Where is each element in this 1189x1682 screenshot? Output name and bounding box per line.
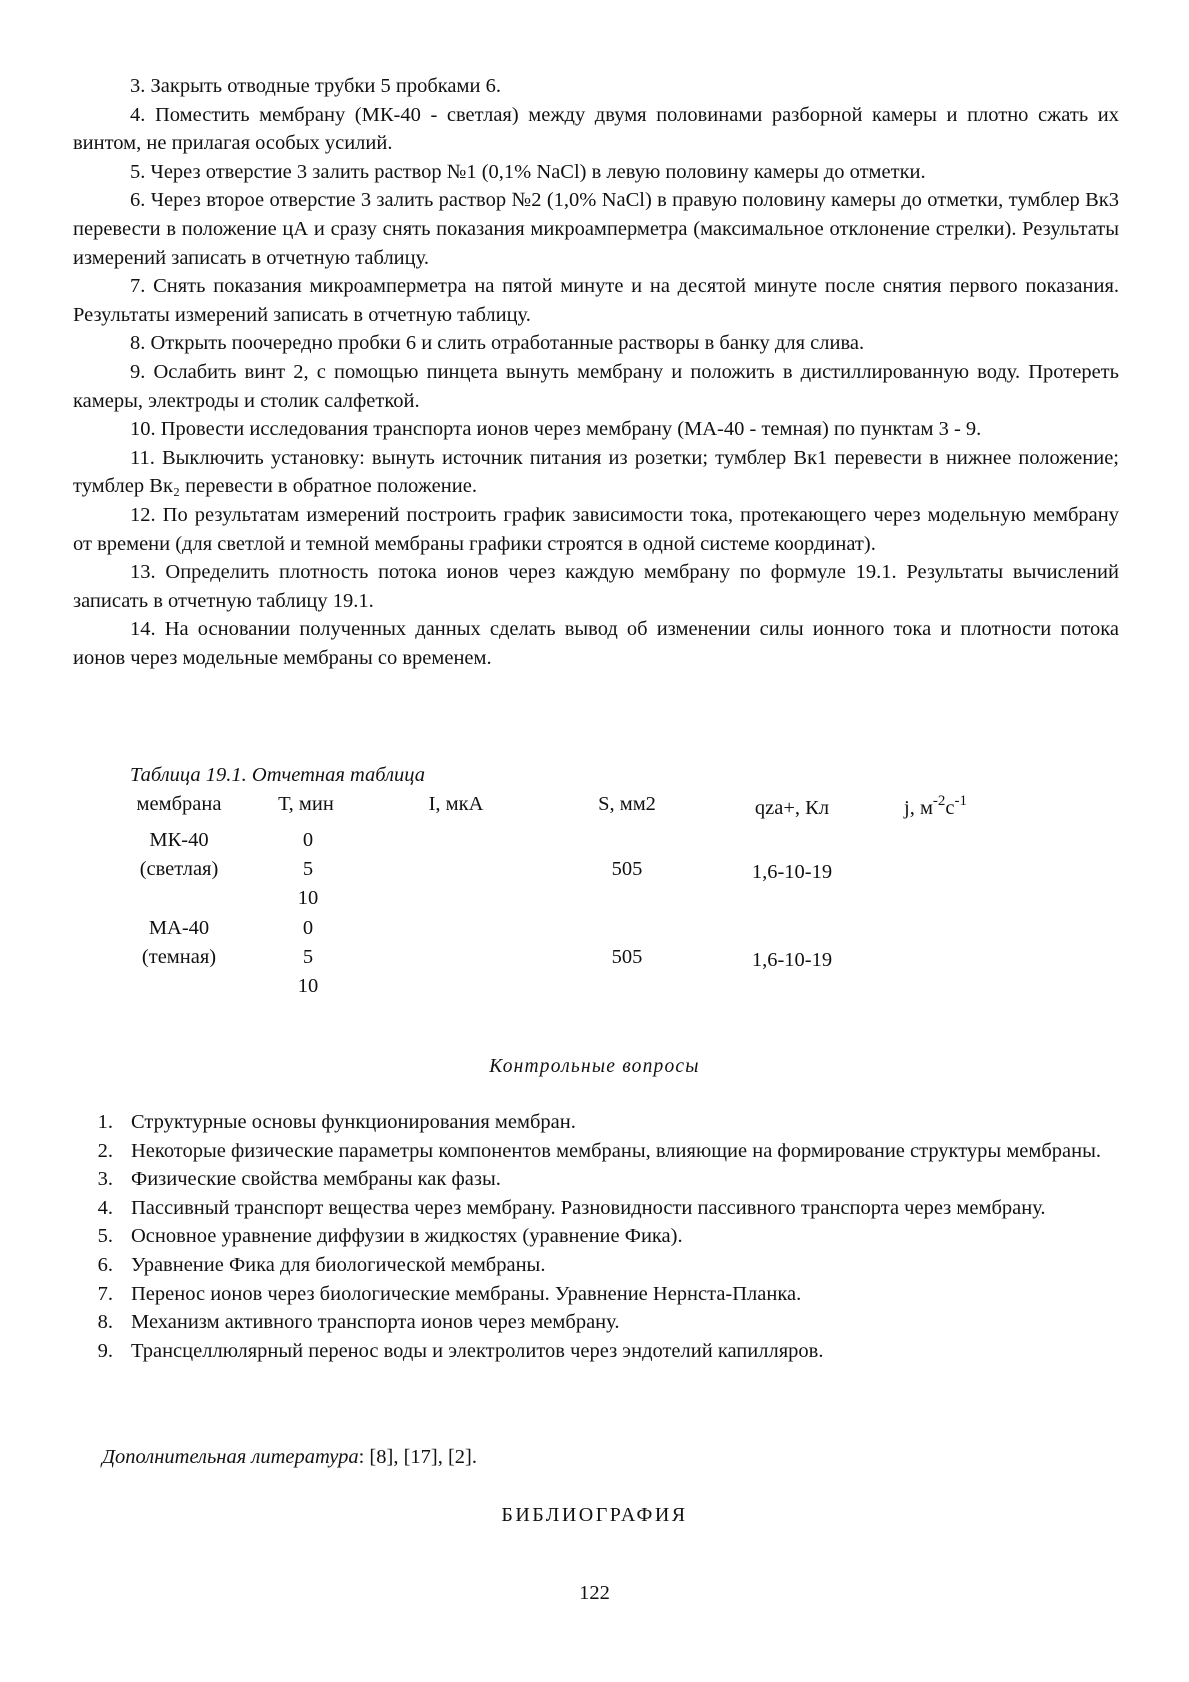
question-number: 7. (97, 1282, 113, 1305)
question-item (73, 1194, 1119, 1223)
header-time: Т, мин (278, 793, 334, 815)
question-number: 8. (97, 1311, 113, 1334)
procedure-step: 8. Открыть поочередно пробки 6 и слить отработанные растворы в банку для слива. (130, 332, 865, 355)
question-text: Механизм активного транспорта ионов через мембрану. (131, 1311, 620, 1334)
table-caption: Таблица 19.1. Отчетная таблица (130, 764, 426, 786)
procedure-step: 13. Определить плотность потока ионов через каждую мембрану по формуле 19.1. Результаты вычислений записать в отчетную таблицу 19.1. (73, 561, 1119, 612)
question-item (73, 1108, 1119, 1137)
header-current: I, мкА (428, 793, 484, 815)
procedure-step: 9. Ослабить винт 2, с помощью пинцета вынуть мембрану и положить в дистиллированную воду. Протереть камеры, электроды и столик салфеткой. (73, 360, 1119, 412)
flux-exponent-2: -1 (954, 793, 968, 809)
question-number: 9. (97, 1339, 113, 1362)
membrane-name: МК-40 (149, 829, 209, 851)
literature-label: Дополнительная литература (102, 1446, 359, 1468)
area-value: 505 (611, 858, 643, 880)
procedure-step: 11. Выключить установку: вынуть источник питания из розетки; тумблер Вк1 перевести в нижнее положение; тумблер Вк₂ перевести в обратное положение. (73, 446, 1119, 498)
question-item (73, 1165, 1119, 1194)
procedure-step: 5. Через отверстие 3 залить раствор №1 (0,1% NaCl) в левую половину камеры до отметки. (130, 160, 926, 183)
question-text: Основное уравнение диффузии в жидкостях (уравнение Фика). (131, 1225, 683, 1248)
question-item (73, 1251, 1119, 1280)
question-number: 4. (97, 1196, 113, 1219)
procedure-step: 14. На основании полученных данных сделать вывод об изменении силы ионного тока и плотности потока ионов через модельные мембраны со временем. (73, 618, 1119, 669)
flux-mid: с (945, 797, 955, 819)
question-item (73, 1222, 1119, 1251)
additional-literature (102, 1446, 477, 1469)
procedure-step: 6. Через второе отверстие 3 залить раствор №2 (1,0% NaCl) в правую половину камеры до отметки, тумблер Вк3 перевести в положение цА и сразу снять показания микроамперметра (максимальное отклонение стрелки). Результаты измерений записать в отчетную таблицу. (73, 189, 1119, 269)
procedure-step: 12. По результатам измерений построить график зависимости тока, протекающего через модельную мембрану от времени (для светлой и темной мембраны графики строятся в одной системе координат). (73, 503, 1119, 555)
time-value: 0 (302, 917, 314, 939)
charge-value: 1,6-10-19 (751, 861, 833, 883)
question-text: Уравнение Фика для биологической мембраны. (131, 1253, 546, 1276)
control-questions (73, 1108, 1119, 1365)
header-membrane: мембрана (136, 793, 222, 815)
page-number: 122 (579, 1582, 610, 1604)
time-value: 10 (297, 887, 319, 909)
question-text: Перенос ионов через биологические мембраны. Уравнение Нернста-Планка. (131, 1282, 802, 1305)
section-title: Контрольные вопросы (489, 1056, 700, 1077)
question-item (73, 1308, 1119, 1337)
question-item (73, 1137, 1119, 1166)
header-flux (904, 794, 967, 822)
question-item (73, 1337, 1119, 1366)
question-text: Некоторые физические параметры компонентов мембраны, влияющие на формирование структуры мембраны. (131, 1139, 1102, 1162)
time-value: 5 (302, 858, 314, 880)
membrane-type: (светлая) (139, 858, 219, 880)
procedure-step: 4. Поместить мембрану (МК-40 - светлая) между двумя половинами разборной камеры и плотно сжать их винтом, не прилагая особых усилий. (73, 103, 1119, 155)
question-text: Физические свойства мембраны как фазы. (131, 1168, 501, 1191)
area-value: 505 (611, 946, 643, 968)
procedure-step: 10. Провести исследования транспорта ионов через мембрану (МА-40 - темная) по пунктам 3 - 9. (130, 418, 982, 441)
time-value: 10 (297, 975, 319, 997)
question-number: 3. (97, 1168, 113, 1191)
question-text: Пассивный транспорт вещества через мембрану. Разновидности пассивного транспорта через мембрану. (131, 1196, 1046, 1219)
question-number: 2. (97, 1139, 113, 1162)
membrane-type: (темная) (141, 946, 217, 968)
bibliography-heading: БИБЛИОГРАФИЯ (501, 1504, 688, 1526)
question-text: Структурные основы функционирования мембран. (131, 1111, 576, 1133)
header-area: S, мм2 (598, 793, 656, 815)
literature-refs: : [8], [17], [2]. (358, 1446, 477, 1468)
question-number: 5. (97, 1225, 113, 1248)
membrane-name: МА-40 (148, 917, 210, 939)
procedure-step: 3. Закрыть отводные трубки 5 пробками 6. (130, 75, 501, 97)
flux-base: j, м (904, 797, 933, 819)
charge-value: 1,6-10-19 (751, 949, 833, 971)
time-value: 0 (302, 829, 314, 851)
question-number: 1. (97, 1111, 113, 1133)
procedure-steps (73, 72, 1119, 672)
procedure-step: 7. Снять показания микроамперметра на пятой минуте и на десятой минуте после снятия первого показания. Результаты измерений записать в отчетную таблицу. (73, 275, 1119, 326)
time-value: 5 (302, 946, 314, 968)
header-charge: qza+, Кл (754, 797, 830, 819)
question-item (73, 1280, 1119, 1309)
question-text: Трансцеллюлярный перенос воды и электролитов через эндотелий капилляров. (131, 1339, 824, 1362)
question-number: 6. (97, 1253, 113, 1276)
flux-exponent-1: -2 (932, 793, 946, 809)
